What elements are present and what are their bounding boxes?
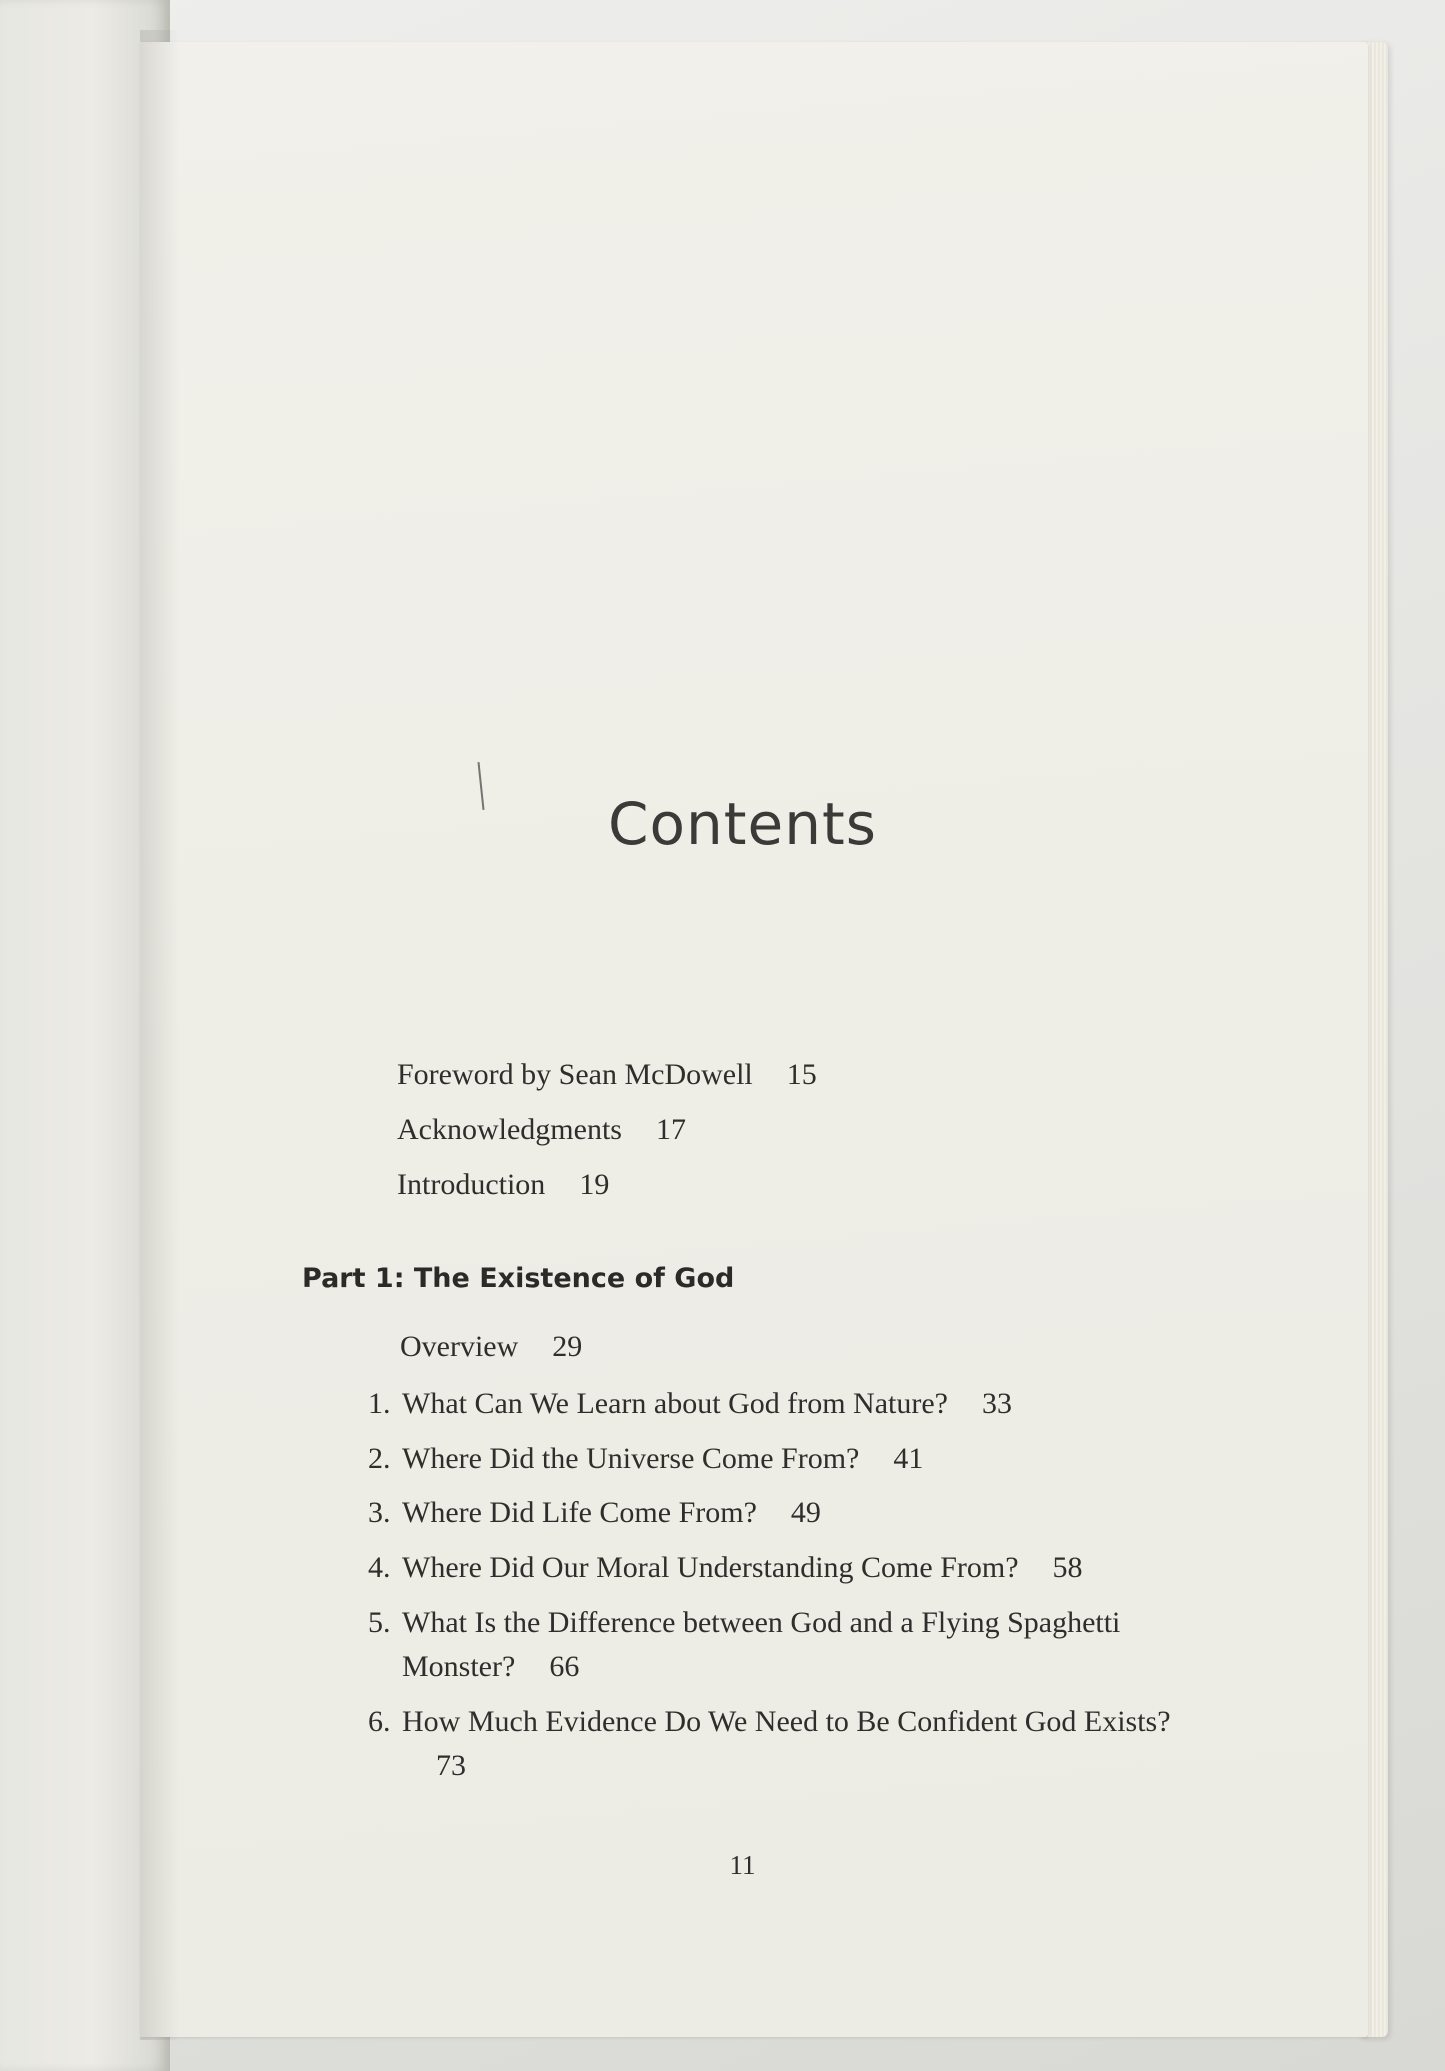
front-matter-acknowledgments: [397, 1113, 686, 1147]
front-matter-label: Introduction: [397, 1168, 546, 1201]
overview-page: 29: [552, 1330, 583, 1363]
page-number: 11: [729, 1850, 756, 1880]
chapter-entry: [368, 1601, 1128, 1689]
chapter-page: 73: [436, 1749, 466, 1782]
chapter-entry: [368, 1700, 1188, 1788]
chapter-entry: [368, 1382, 1198, 1426]
page-title: Contents: [608, 790, 877, 858]
chapter-entry: [368, 1546, 1198, 1590]
front-matter-label: Foreword by Sean McDowell: [397, 1058, 753, 1091]
chapter-number: 2.: [368, 1442, 391, 1475]
front-matter-label: Acknowledgments: [397, 1113, 622, 1146]
front-matter-foreword: [397, 1058, 817, 1092]
chapter-number: 3.: [368, 1496, 391, 1529]
chapter-page: 58: [1052, 1551, 1083, 1584]
part-overview: [400, 1330, 582, 1364]
chapter-page: 49: [790, 1496, 821, 1529]
front-matter-page: 19: [579, 1168, 610, 1201]
chapter-entry: [368, 1491, 1198, 1535]
front-matter-page: 15: [786, 1058, 817, 1091]
chapter-number: 6.: [368, 1705, 391, 1738]
part-heading: Part 1: The Existence of God: [302, 1263, 735, 1294]
front-matter-introduction: [397, 1168, 609, 1202]
chapter-title: What Can We Learn about God from Nature?: [402, 1387, 948, 1420]
chapter-page: 66: [549, 1650, 580, 1683]
chapter-title: Where Did Life Come From?: [402, 1496, 757, 1529]
chapter-entry: [368, 1437, 1198, 1481]
chapter-page: 41: [893, 1442, 924, 1475]
chapter-page: 33: [982, 1387, 1012, 1420]
book-gutter-shadow: [140, 30, 180, 2040]
chapter-title: How Much Evidence Do We Need to Be Confident God Exists?: [402, 1705, 1171, 1738]
chapter-number: 4.: [368, 1551, 391, 1584]
front-matter-page: 17: [655, 1113, 686, 1146]
overview-label: Overview: [400, 1330, 519, 1363]
chapter-number: 1.: [368, 1387, 391, 1420]
chapter-title: Where Did the Universe Come From?: [402, 1442, 860, 1475]
chapter-title: What Is the Difference between God and a Flying Spaghetti Monster?: [402, 1606, 1121, 1683]
chapter-title: Where Did Our Moral Understanding Come From?: [402, 1551, 1019, 1584]
chapter-number: 5.: [368, 1606, 391, 1639]
